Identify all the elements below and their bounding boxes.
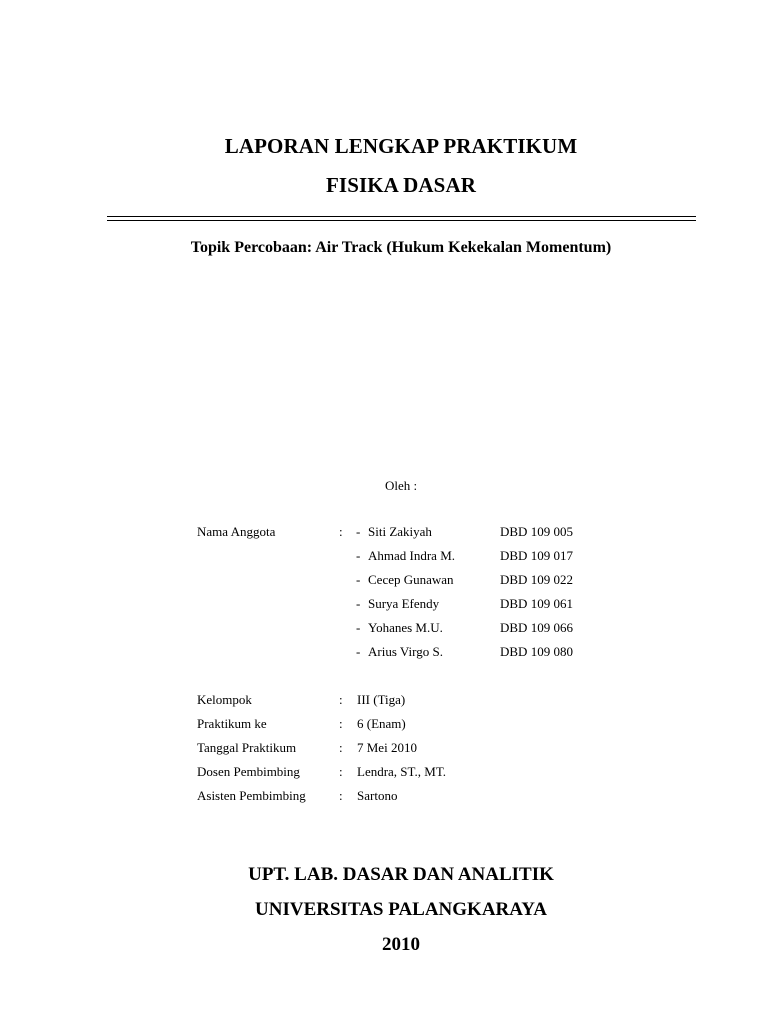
- detail-label: Praktikum ke: [197, 716, 267, 731]
- detail-value: III (Tiga): [357, 692, 406, 707]
- divider-top: [107, 216, 696, 217]
- bullet-dash: -: [356, 524, 361, 539]
- experiment-topic: Topik Percobaan: Air Track (Hukum Kekekalan Momentum): [190, 239, 612, 256]
- member-name: Arius Virgo S.: [368, 644, 443, 659]
- bullet-dash: -: [356, 548, 361, 563]
- member-name: Siti Zakiyah: [368, 524, 432, 539]
- bullet-dash: -: [356, 596, 361, 611]
- member-name: Ahmad Indra M.: [368, 548, 456, 563]
- member-id: DBD 109 066: [500, 620, 573, 635]
- member-name: Yohanes M.U.: [368, 620, 443, 635]
- detail-value: Lendra, ST., MT.: [357, 764, 447, 779]
- detail-label: Asisten Pembimbing: [197, 788, 306, 803]
- institution-lab: UPT. LAB. DASAR DAN ANALITIK: [248, 864, 554, 885]
- bullet-dash: -: [356, 644, 361, 659]
- detail-colon: :: [339, 692, 343, 707]
- detail-colon: :: [339, 740, 343, 755]
- report-subtitle: FISIKA DASAR: [326, 173, 476, 197]
- detail-colon: :: [339, 764, 343, 779]
- member-id: DBD 109 022: [500, 572, 573, 587]
- bullet-dash: -: [356, 620, 361, 635]
- member-name: Surya Efendy: [368, 596, 440, 611]
- member-id: DBD 109 017: [500, 548, 573, 563]
- detail-value: Sartono: [357, 788, 398, 803]
- member-id: DBD 109 005: [500, 524, 573, 539]
- member-name: Cecep Gunawan: [368, 572, 454, 587]
- members-colon: :: [339, 524, 343, 539]
- bullet-dash: -: [356, 572, 361, 587]
- by-label: Oleh :: [385, 478, 418, 493]
- detail-colon: :: [339, 788, 343, 803]
- members-label: Nama Anggota: [197, 524, 276, 539]
- institution-university: UNIVERSITAS PALANGKARAYA: [255, 899, 547, 920]
- detail-colon: :: [339, 716, 343, 731]
- report-year: 2010: [382, 934, 420, 955]
- detail-label: Tanggal Praktikum: [197, 740, 297, 755]
- member-id: DBD 109 080: [500, 644, 573, 659]
- member-id: DBD 109 061: [500, 596, 573, 611]
- report-title: LAPORAN LENGKAP PRAKTIKUM: [224, 134, 578, 158]
- detail-value: 6 (Enam): [357, 716, 406, 731]
- detail-label: Dosen Pembimbing: [197, 764, 300, 779]
- detail-value: 7 Mei 2010: [357, 740, 417, 755]
- detail-label: Kelompok: [197, 692, 252, 707]
- divider-bottom: [107, 220, 696, 221]
